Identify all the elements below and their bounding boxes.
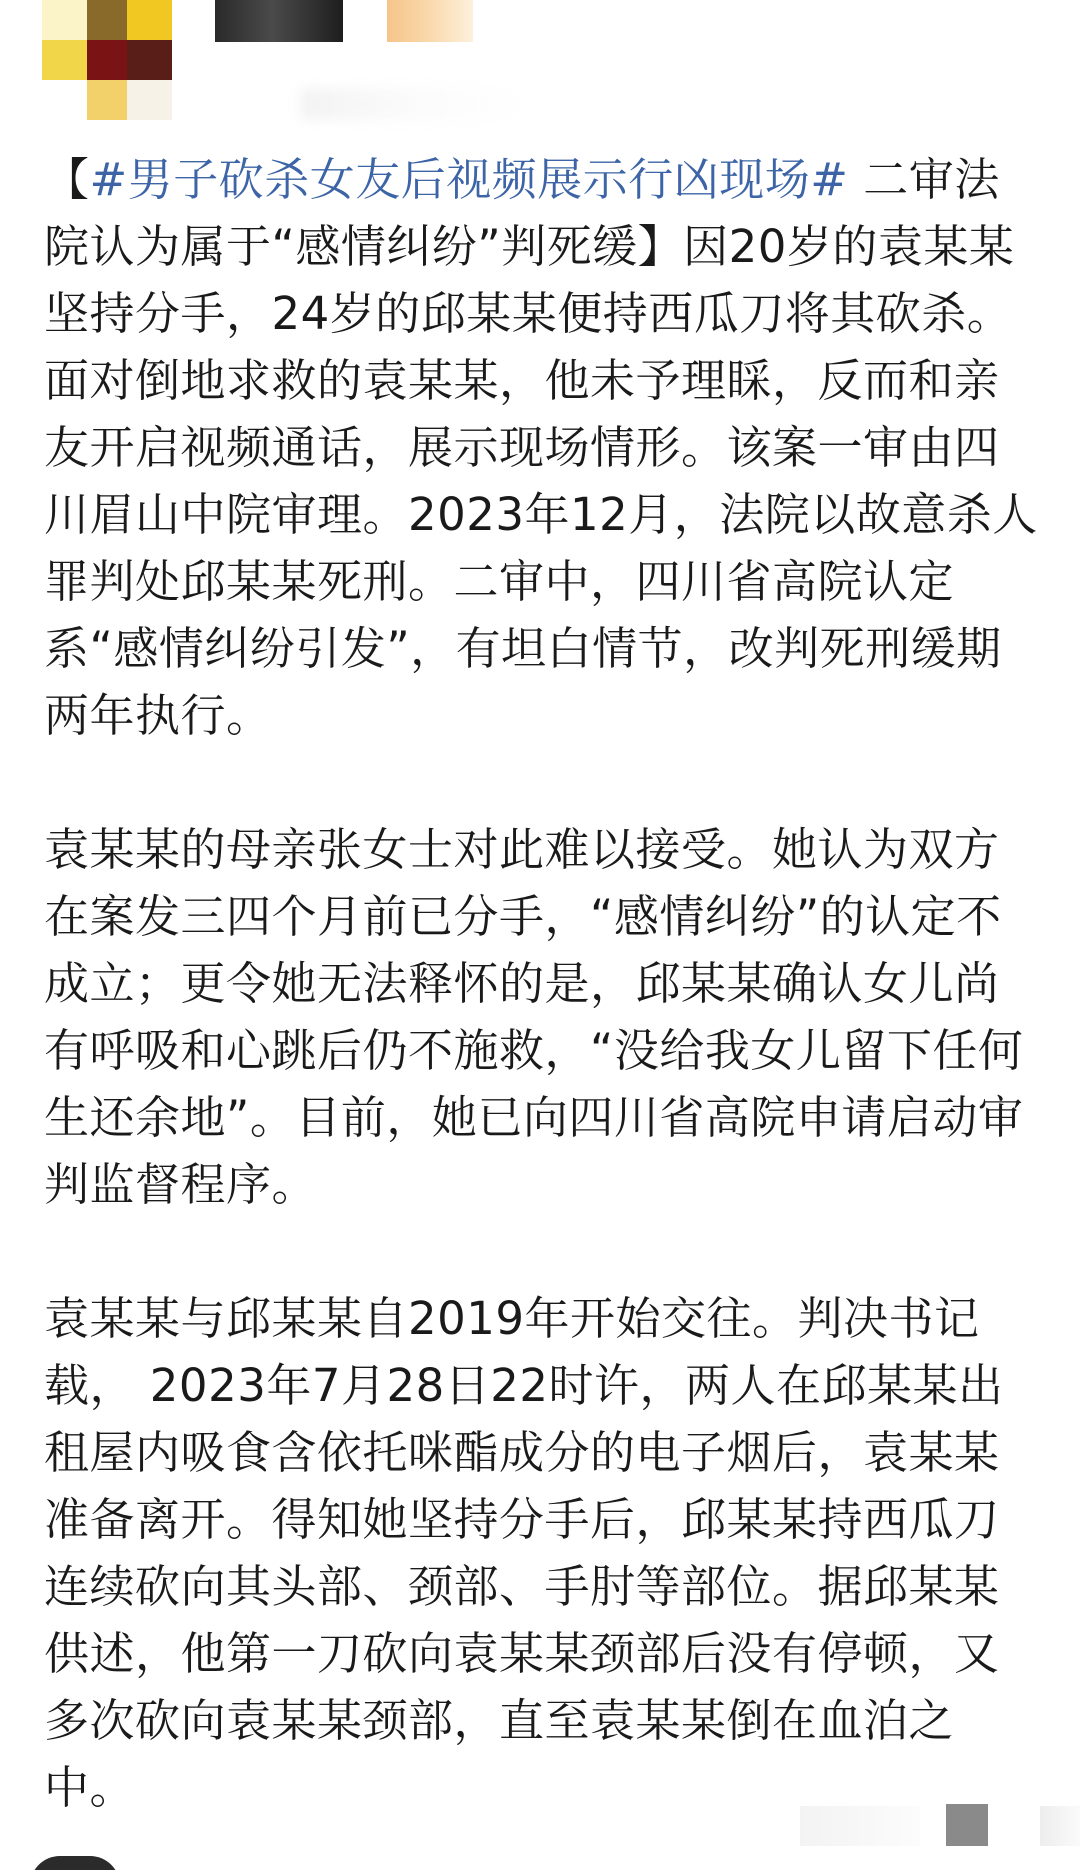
watermark-block	[946, 1804, 988, 1846]
avatar[interactable]	[42, 0, 172, 120]
watermark-redacted	[800, 1806, 920, 1846]
topic-hashtag-link[interactable]: #男子砍杀女友后视频展示行凶现场#	[89, 153, 849, 206]
user-badge-redacted	[387, 0, 473, 42]
username-redacted[interactable]	[215, 0, 343, 42]
paragraph-2: 袁某某的母亲张女士对此难以接受。她认为双方在案发三四个月前已分手，“感情纠纷”的认定不成立；更令她无法释怀的是，邱某某确认女儿尚有呼吸和心跳后仍不施救，“没给我女儿留下任何生还余地”。目前，她已向四川省高院申请启动审判监督程序。	[44, 823, 1024, 1211]
watermark-redacted-2	[1040, 1806, 1080, 1846]
next-post-avatar[interactable]	[30, 1856, 120, 1870]
paragraph-1-text: 二审法院认为属于“感情纠纷”判死缓】因20岁的袁某某坚持分手，24岁的邱某某便持西瓜刀将其砍杀。面对倒地求救的袁某某，他未予理睬，反而和亲友开启视频通话，展示现场情形。该案一审由四川眉山中院审理。2023年12月，法院以故意杀人罪判处邱某某死刑。二审中，四川省高院认定系“感情纠纷引发”，有坦白情节，改判死刑缓期两年执行。	[44, 153, 1038, 742]
bracket-open: 【	[44, 153, 90, 206]
paragraph-3: 袁某某与邱某某自2019年开始交往。判决书记载， 2023年7月28日22时许，两人在邱某某出租屋内吸食含依托咪酯成分的电子烟后，袁某某准备离开。得知她坚持分手后，邱某某持西瓜刀连续砍向其头部、颈部、手肘等部位。据邱某某供述，他第一刀砍向袁某某颈部后没有停顿，又多次砍向袁某某颈部，直至袁某某倒在血泊之中。	[44, 1292, 1004, 1814]
post-header	[0, 0, 1080, 130]
paragraph-1	[44, 146, 1044, 749]
post-body	[44, 146, 1044, 1821]
post-meta-redacted	[300, 88, 530, 120]
